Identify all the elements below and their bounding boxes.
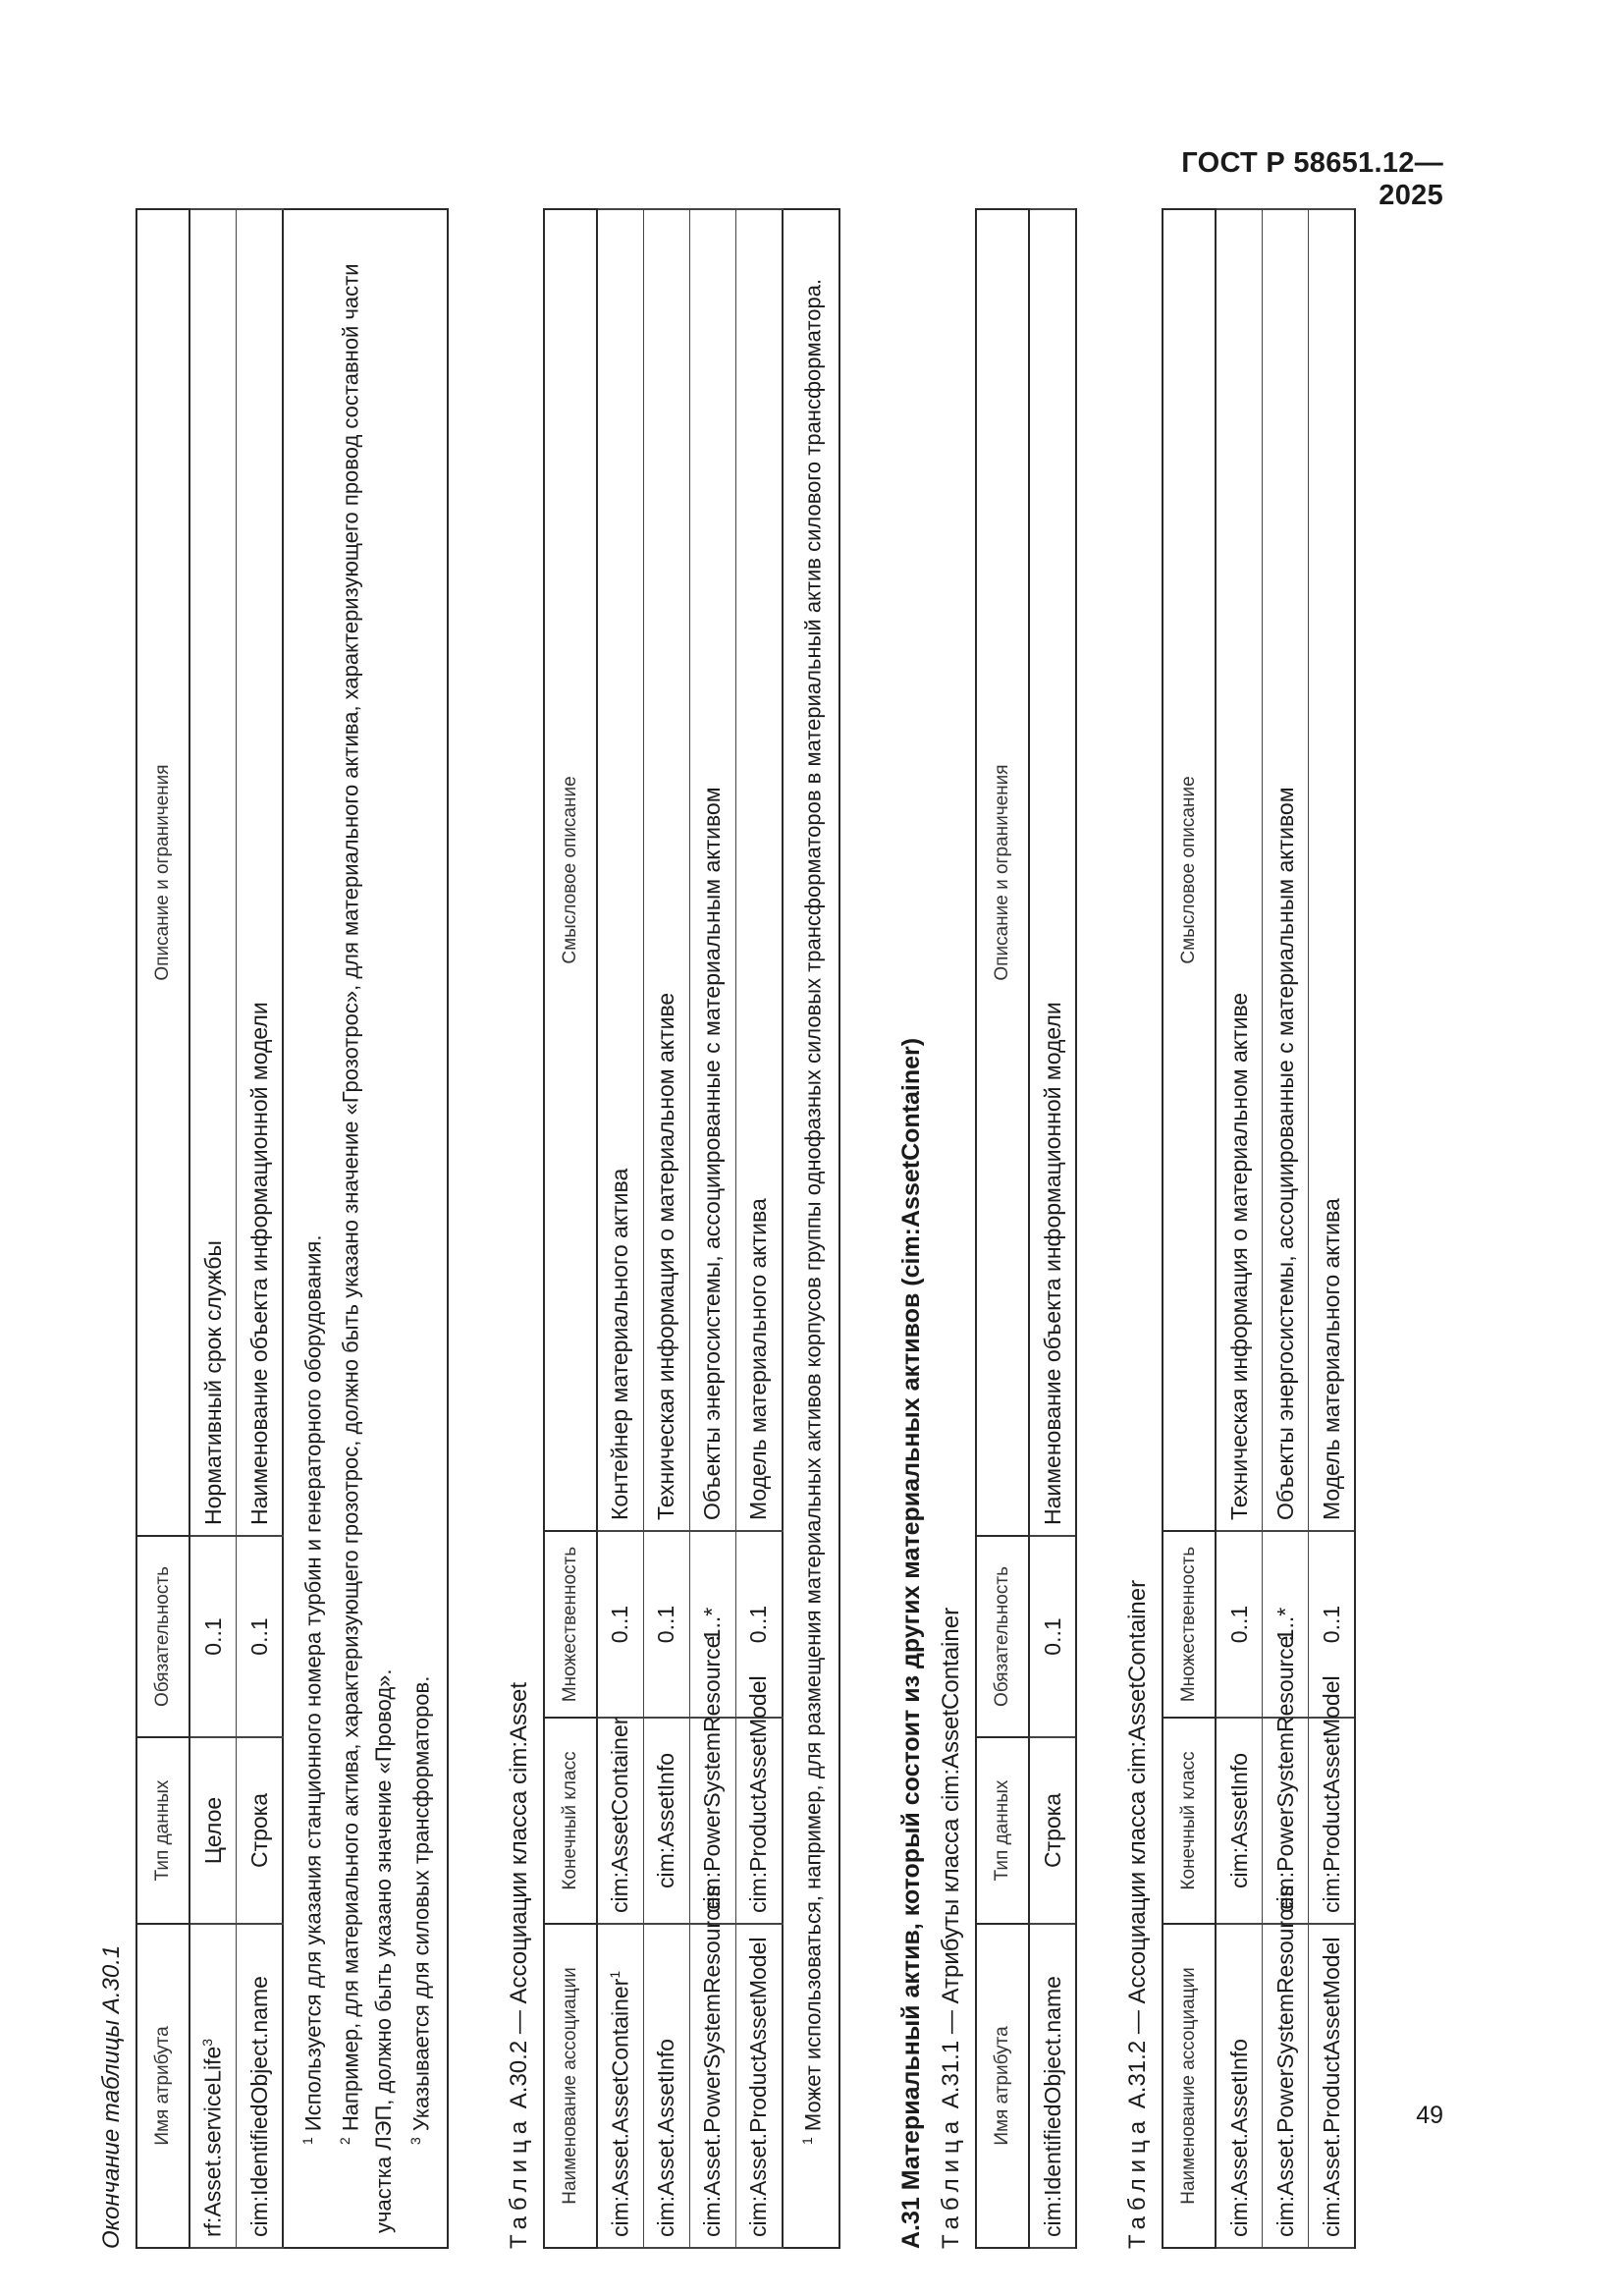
- table-a30-1-caption: Окончание таблицы А.30.1: [98, 1944, 125, 2249]
- table-cell: 0..1: [237, 1536, 284, 1737]
- table-a30-2-caption: [506, 208, 533, 2249]
- table-cell: 0..1: [597, 1531, 644, 1718]
- table-row: [735, 209, 783, 2248]
- table-cell: cim:Asset.AssetInfo: [643, 1924, 689, 2248]
- table-cell: Строка: [1029, 1737, 1076, 1924]
- footnote-text: Указывается для силовых трансформаторов.: [407, 1675, 433, 2132]
- footnote-number: 3: [406, 2137, 423, 2145]
- table-notes-row: [783, 209, 839, 2248]
- table-row: [1309, 209, 1356, 2248]
- table-cell: 0..1: [643, 1531, 689, 1718]
- table-cell: cim:Asset.PowerSystemResources: [1263, 1924, 1309, 2248]
- table-header-row: [136, 209, 189, 2248]
- table-cell: 0..1: [735, 1531, 783, 1718]
- rotated-content: [98, 208, 1414, 2249]
- footnote-text: Например, для материального актива, характеризующего грозотрос, должно быть указано значение «Грозотрос», для материального актива, характеризующего провод составной части участка ЛЭП, должно быть указано значение «Провод».: [338, 263, 396, 2233]
- table-header-row: [544, 209, 597, 2248]
- association-name: cim:Asset.AssetContainer: [607, 1978, 633, 2237]
- table-cell: 1..*: [1263, 1531, 1309, 1718]
- footnote-text: Может использоваться, например, для размещения материальных активов корпусов группы однофазных силовых трансформаторов в материальный актив силового трансформатора.: [800, 278, 826, 2132]
- column-header: Обязательность: [976, 1536, 1029, 1737]
- table-cell: cim:PowerSystemResource: [689, 1718, 735, 1924]
- table-a31-1: [975, 208, 1077, 2249]
- table-header-row: [1163, 209, 1216, 2248]
- table-cell: Строка: [237, 1737, 284, 1924]
- table-row: [1216, 209, 1263, 2248]
- attribute-name: rf:Asset.serviceLife: [199, 2046, 226, 2237]
- table-cell: cim:AssetContainer: [597, 1718, 644, 1924]
- table-notes-row: [283, 209, 448, 2248]
- footnote: [329, 224, 399, 2233]
- table-cell: cim:ProductAssetModel: [1309, 1718, 1356, 1924]
- footnote: [292, 224, 329, 2233]
- table-cell: Объекты энергосистемы, ассоциированные с материальным активом: [1263, 209, 1309, 1531]
- table-a31-2: [1162, 208, 1356, 2249]
- footnote-ref: 1: [607, 1970, 623, 1979]
- column-header: Тип данных: [976, 1737, 1029, 1924]
- table-cell: Нормативный срок службы: [189, 209, 237, 1536]
- table-cell: Техническая информация о материальном активе: [1216, 209, 1263, 1531]
- table-cell: cim:IdentifiedObject.name: [237, 1924, 284, 2248]
- caption-word: Таблица: [938, 2114, 965, 2249]
- caption-word: Таблица: [1124, 2114, 1152, 2249]
- column-header: Смысловое описание: [544, 209, 597, 1531]
- table-cell: cim:Asset.PowerSystemResources: [689, 1924, 735, 2248]
- column-header: Наименование ассоциации: [1163, 1924, 1216, 2248]
- column-header: Множественность: [544, 1531, 597, 1718]
- table-cell: cim:IdentifiedObject.name: [1029, 1924, 1076, 2248]
- table-cell: cim:Asset.AssetInfo: [1216, 1924, 1263, 2248]
- caption-word: Таблица: [505, 2114, 532, 2249]
- table-cell: 0..1: [189, 1536, 237, 1737]
- caption-text: А.31.1 — Атрибуты класса cim:AssetContainer: [938, 1607, 965, 2109]
- table-header-row: [976, 209, 1029, 2248]
- column-header: Конечный класс: [1163, 1718, 1216, 1924]
- column-header: Наименование ассоциации: [544, 1924, 597, 2248]
- table-row: [189, 209, 237, 2248]
- table-cell: 0..1: [1216, 1531, 1263, 1718]
- table-cell: Наименование объекта информационной модели: [1029, 209, 1076, 1536]
- table-cell: Модель материального актива: [1309, 209, 1356, 1531]
- footnote-number: 1: [798, 2137, 815, 2145]
- caption-text: А.31.2 — Ассоциации класса cim:AssetContainer: [1124, 1579, 1152, 2109]
- table-a30-1-block: [98, 208, 449, 2249]
- column-header: Обязательность: [136, 1536, 189, 1737]
- column-header: Описание и ограничения: [976, 209, 1029, 1536]
- table-cell: cim:PowerSystemResource: [1263, 1718, 1309, 1924]
- table-cell: Контейнер материального актива: [597, 209, 644, 1531]
- table-a30-2-block: [506, 208, 840, 2249]
- footnote: [400, 224, 437, 2233]
- footnote-text: Используется для указания станционного номера турбин и генераторного оборудования.: [300, 1234, 326, 2132]
- table-cell: Модель материального актива: [735, 209, 783, 1531]
- table-a31-1-caption: [938, 208, 965, 2249]
- table-row: [1263, 209, 1309, 2248]
- column-header: Множественность: [1163, 1531, 1216, 1718]
- page-number: 49: [1416, 2102, 1443, 2129]
- table-cell: 1..*: [689, 1531, 735, 1718]
- table-cell: Наименование объекта информационной модели: [237, 209, 284, 1536]
- table-cell: cim:AssetInfo: [1216, 1718, 1263, 1924]
- footnote: [791, 224, 829, 2233]
- column-header: Тип данных: [136, 1737, 189, 1924]
- table-cell: cim:ProductAssetModel: [735, 1718, 783, 1924]
- table-cell: [189, 1924, 237, 2248]
- document-code: ГОСТ Р 58651.12—2025: [1181, 147, 1443, 211]
- table-a31-2-caption: [1124, 208, 1152, 2249]
- table-cell: 0..1: [1029, 1536, 1076, 1737]
- table-cell: [597, 1924, 644, 2248]
- column-header: Конечный класс: [544, 1718, 597, 1924]
- table-cell: Техническая информация о материальном активе: [643, 209, 689, 1531]
- table-row: [1029, 209, 1076, 2248]
- footnote-ref: 3: [199, 2038, 216, 2047]
- caption-text: А.30.2 — Ассоциации класса cim:Asset: [505, 1681, 532, 2109]
- column-header: Имя атрибута: [136, 1924, 189, 2248]
- table-row: [237, 209, 284, 2248]
- table-a31-1-block: [938, 208, 1077, 2249]
- footnote-number: 2: [337, 2137, 353, 2145]
- table-a30-1: [135, 208, 449, 2249]
- table-a31-2-block: [1124, 208, 1356, 2249]
- column-header: Смысловое описание: [1163, 209, 1216, 1531]
- table-row: [643, 209, 689, 2248]
- table-cell: Объекты энергосистемы, ассоциированные с материальным активом: [689, 209, 735, 1531]
- table-cell: cim:AssetInfo: [643, 1718, 689, 1924]
- table-cell: cim:Asset.ProductAssetModel: [735, 1924, 783, 2248]
- column-header: Описание и ограничения: [136, 209, 189, 1536]
- section-title: А.31 Материальный актив, который состоит из других материальных активов (cim:AssetContainer): [897, 1037, 926, 2249]
- table-notes: [783, 209, 839, 2248]
- table-cell: Целое: [189, 1737, 237, 1924]
- table-row: [597, 209, 644, 2248]
- column-header: Имя атрибута: [976, 1924, 1029, 2248]
- table-cell: cim:Asset.ProductAssetModel: [1309, 1924, 1356, 2248]
- table-cell: 0..1: [1309, 1531, 1356, 1718]
- table-a30-2: [543, 208, 840, 2249]
- table-row: [689, 209, 735, 2248]
- footnote-number: 1: [299, 2137, 315, 2145]
- table-notes: [283, 209, 448, 2248]
